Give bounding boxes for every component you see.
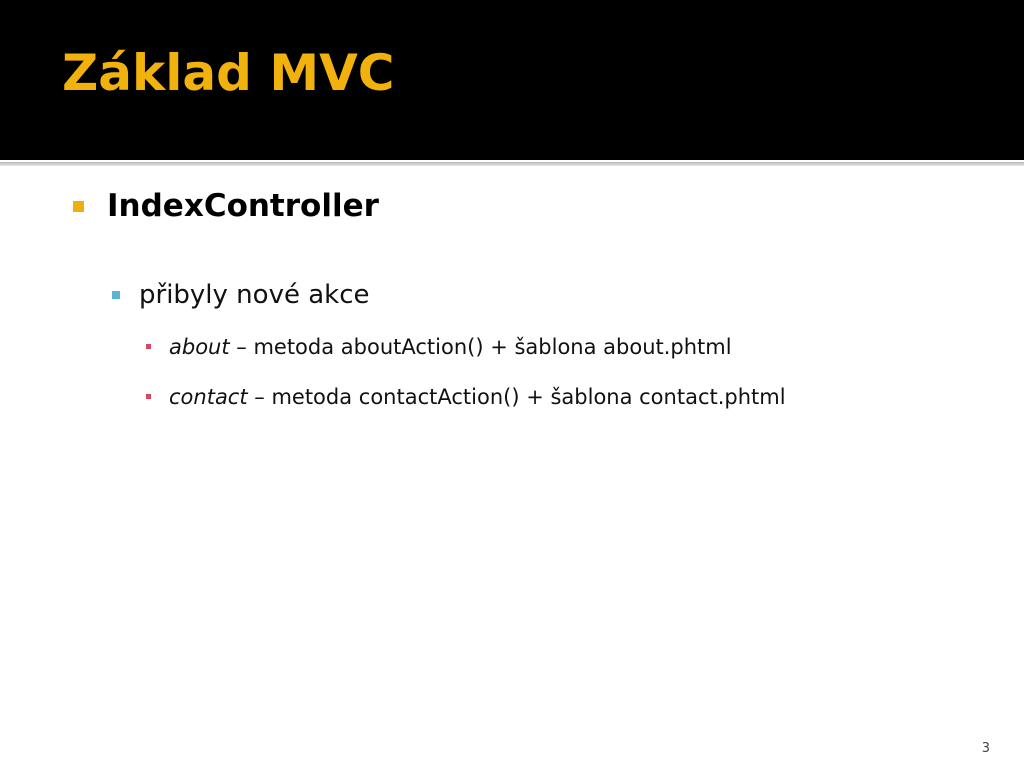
bullet-square-icon <box>146 394 151 399</box>
bullet-square-icon <box>112 291 120 299</box>
bullet-level3-item <box>169 334 732 360</box>
bullet-level2-text: přibyly nové akce <box>139 280 370 310</box>
action-name: about <box>169 335 230 359</box>
bullet-square-icon <box>146 344 151 349</box>
action-description: – metoda aboutAction() + šablona about.phtml <box>229 335 732 359</box>
slide-title: Základ MVC <box>62 44 395 102</box>
action-description: – metoda contactAction() + šablona contact.phtml <box>247 385 786 409</box>
title-bar <box>0 0 1024 160</box>
page-number: 3 <box>981 741 990 756</box>
action-name: contact <box>169 385 248 409</box>
bullet-level1-text: IndexController <box>107 188 379 224</box>
title-divider <box>0 162 1024 166</box>
bullet-square-icon <box>73 201 84 212</box>
bullet-level3-item <box>169 384 786 410</box>
